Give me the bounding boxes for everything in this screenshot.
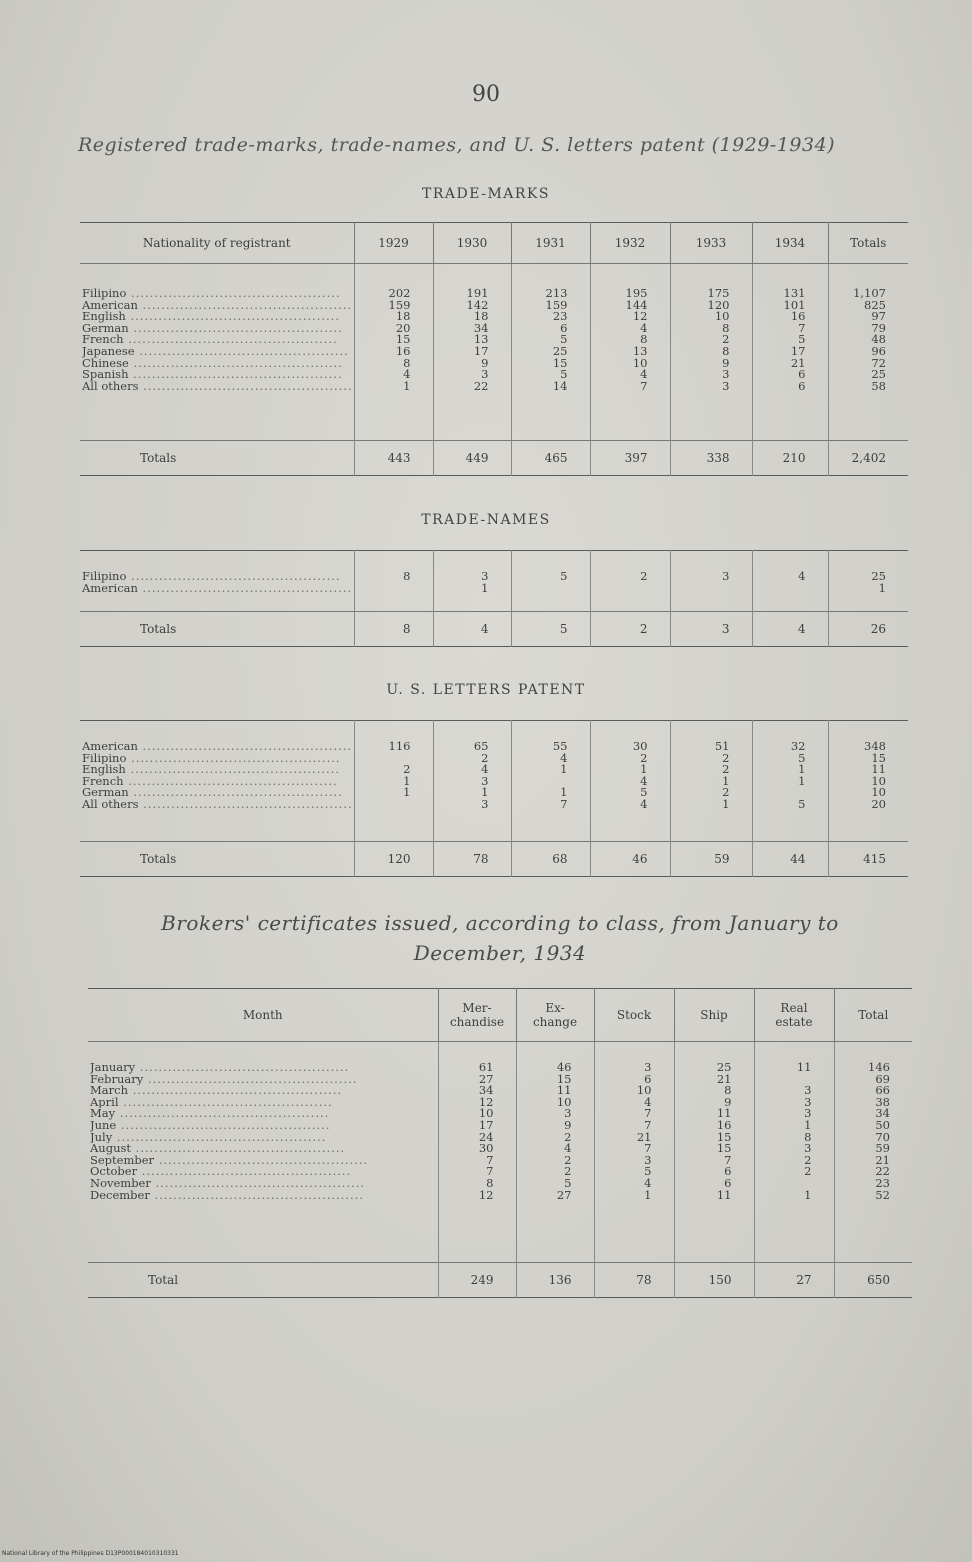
label-english: English .............................................	[82, 764, 340, 776]
row-labels	[80, 721, 354, 842]
col-1929: 202 159 18 20 15 16 8 4 1	[354, 264, 433, 441]
total-grand: 26	[828, 612, 908, 647]
col-1929: 8	[354, 551, 433, 612]
dot-leader: .............................................	[128, 357, 343, 370]
total-1934: 4	[752, 612, 828, 647]
label-filipino: Filipino .............................................	[82, 288, 341, 300]
total-grand: 2,402	[828, 441, 908, 476]
col-1931: 213 159 23 6 5 25 15 5 14	[511, 264, 590, 441]
dot-leader: .............................................	[125, 764, 340, 776]
dot-leader: .............................................	[128, 369, 343, 381]
col-header-total: Total	[834, 989, 912, 1042]
dot-leader: .............................................	[112, 1131, 327, 1144]
label-english: English .............................................	[82, 311, 340, 323]
col-1934: 32 5 1 1 5	[752, 721, 828, 842]
total-1931: 68	[511, 842, 590, 877]
col-1931: 55 4 1 1 7	[511, 721, 590, 842]
dot-leader: .............................................	[126, 752, 341, 765]
col-header-merchandise: Mer- chandise	[438, 989, 516, 1042]
dot-leader: .............................................	[134, 345, 349, 358]
col-1931: 5	[511, 551, 590, 612]
label-june: June .............................................	[90, 1119, 331, 1132]
dot-leader: .............................................	[128, 322, 343, 335]
dot-leader: .............................................	[116, 1119, 331, 1132]
label-december: December .............................................	[90, 1189, 364, 1202]
label-filipino: Filipino .............................................	[82, 571, 341, 583]
total-1933: 59	[670, 842, 752, 877]
trade-names-heading: TRADE-NAMES	[421, 512, 551, 528]
total-1932: 2	[590, 612, 670, 647]
brokers-title	[120, 908, 880, 968]
dot-leader: .............................................	[138, 798, 353, 811]
dot-leader: .............................................	[137, 582, 353, 595]
page-title: Registered trade-marks, trade-names, and U. S. letters patent (1929-1934)	[78, 134, 836, 156]
total-1929: 8	[354, 612, 433, 647]
total-merchandise: 249	[438, 1263, 516, 1298]
dot-leader: .............................................	[123, 775, 338, 788]
col-header-real-estate: Real estate	[754, 989, 834, 1042]
row-labels	[80, 551, 354, 612]
row-labels	[80, 264, 354, 441]
dot-leader: .............................................	[131, 1143, 346, 1155]
col-1930: 65 2 4 3 1 3	[433, 721, 511, 842]
label-all-others: All others .............................................	[82, 380, 353, 393]
col-header-month: Month	[88, 989, 438, 1042]
col-header-totals: Totals	[828, 223, 908, 264]
col-real-estate: 11 3 3 3 1 8 3 2 2 1	[754, 1042, 834, 1263]
total-label: Total	[88, 1263, 438, 1298]
label-july: July .............................................	[90, 1131, 327, 1144]
col-header-1933: 1933	[670, 223, 752, 264]
col-total: 146 69 66 38 34 50 70 59 21 22 23 52	[834, 1042, 912, 1263]
total-grand: 650	[834, 1263, 912, 1298]
total-1929: 443	[354, 441, 433, 476]
col-header-1931: 1931	[511, 223, 590, 264]
label-october: October .............................................	[90, 1166, 352, 1178]
col-1933: 3	[670, 551, 752, 612]
brokers-table	[88, 988, 912, 1298]
label-american: American .............................................	[82, 741, 353, 753]
col-header-stock: Stock	[594, 989, 674, 1042]
col-header-exchange: Ex- change	[516, 989, 594, 1042]
col-1932: 30 2 1 4 5 4	[590, 721, 670, 842]
dot-leader: .............................................	[143, 1073, 358, 1086]
dot-leader: .............................................	[154, 1154, 369, 1167]
total-1930: 78	[433, 842, 511, 877]
col-1932: 2	[590, 551, 670, 612]
total-1933: 338	[670, 441, 752, 476]
dot-leader: .............................................	[137, 299, 353, 312]
col-totals: 1,107 825 97 79 48 96 72 25 58	[828, 264, 908, 441]
total-1932: 397	[590, 441, 670, 476]
total-1934: 44	[752, 842, 828, 877]
col-header-1930: 1930	[433, 223, 511, 264]
label-german: German .............................................	[82, 787, 343, 799]
total-1929: 120	[354, 842, 433, 877]
total-1930: 4	[433, 612, 511, 647]
trade-marks-table	[80, 222, 908, 476]
trade-names-table	[80, 550, 908, 647]
dot-leader: .............................................	[125, 311, 340, 323]
col-1930: 3 1	[433, 551, 511, 612]
col-header-nationality: Nationality of registrant	[80, 223, 354, 264]
dot-leader: .............................................	[115, 1108, 330, 1120]
brokers-title-line2: December, 1934	[413, 941, 587, 965]
total-1932: 46	[590, 842, 670, 877]
col-ship: 25 21 8 9 11 16 15 15 7 6 6 11	[674, 1042, 754, 1263]
label-french: French .............................................	[82, 775, 338, 788]
col-1934: 131 101 16 7 5 17 21 6 6	[752, 264, 828, 441]
dot-leader: .............................................	[137, 1166, 352, 1178]
col-exchange: 46 15 11 10 3 9 2 4 2 2 5 27	[516, 1042, 594, 1263]
col-totals: 25 1	[828, 551, 908, 612]
label-american: American .............................................	[82, 299, 353, 312]
col-totals: 348 15 11 10 10 20	[828, 721, 908, 842]
label-german: German .............................................	[82, 322, 343, 335]
label-all-others: All others .............................................	[82, 798, 353, 811]
label-august: August .............................................	[90, 1143, 346, 1155]
totals-label: Totals	[80, 612, 354, 647]
total-ship: 150	[674, 1263, 754, 1298]
total-1930: 449	[433, 441, 511, 476]
dot-leader: .............................................	[149, 1189, 364, 1202]
label-november: November .............................................	[90, 1177, 366, 1190]
dot-leader: .............................................	[137, 741, 353, 753]
total-1931: 465	[511, 441, 590, 476]
total-stock: 78	[594, 1263, 674, 1298]
dot-leader: .............................................	[126, 571, 341, 583]
total-grand: 415	[828, 842, 908, 877]
label-march: March .............................................	[90, 1085, 343, 1097]
col-header-1934: 1934	[752, 223, 828, 264]
total-real-estate: 27	[754, 1263, 834, 1298]
dot-leader: .............................................	[127, 1085, 343, 1097]
label-french: French .............................................	[82, 334, 338, 346]
dot-leader: .............................................	[123, 334, 338, 346]
letters-patent-heading: U. S. LETTERS PATENT	[386, 682, 586, 698]
totals-label: Totals	[80, 441, 354, 476]
label-filipino: Filipino .............................................	[82, 752, 341, 765]
label-japanese: Japanese .............................................	[82, 345, 349, 358]
dot-leader: .............................................	[135, 1062, 350, 1074]
dot-leader: .............................................	[138, 380, 353, 393]
col-1933: 51 2 2 1 2 1	[670, 721, 752, 842]
label-february: February .............................................	[90, 1073, 358, 1086]
label-chinese: Chinese .............................................	[82, 357, 343, 370]
page-number: 90	[472, 82, 500, 107]
footer-credit: National Library of the Philippines D13P000184010310331	[2, 1550, 179, 1557]
dot-leader: .............................................	[128, 787, 343, 799]
col-1932: 195 144 12 4 8 13 10 4 7	[590, 264, 670, 441]
col-1933: 175 120 10 8 2 8 9 3 3	[670, 264, 752, 441]
label-january: January .............................................	[90, 1062, 350, 1074]
label-spanish: Spanish .............................................	[82, 369, 343, 381]
label-american: American .............................................	[82, 582, 353, 595]
total-1933: 3	[670, 612, 752, 647]
trade-marks-heading: TRADE-MARKS	[422, 186, 550, 202]
row-labels	[88, 1042, 438, 1263]
dot-leader: .............................................	[126, 288, 341, 300]
col-1929: 116 2 1 1	[354, 721, 433, 842]
col-header-ship: Ship	[674, 989, 754, 1042]
total-exchange: 136	[516, 1263, 594, 1298]
total-1931: 5	[511, 612, 590, 647]
dot-leader: .............................................	[150, 1177, 366, 1190]
col-1934: 4	[752, 551, 828, 612]
label-april: April .............................................	[90, 1096, 333, 1109]
col-header-1929: 1929	[354, 223, 433, 264]
total-1934: 210	[752, 441, 828, 476]
brokers-title-line1: Brokers' certificates issued, according to class, from January to	[161, 911, 839, 935]
col-1930: 191 142 18 34 13 17 9 3 22	[433, 264, 511, 441]
totals-label: Totals	[80, 842, 354, 877]
label-september: September .............................................	[90, 1154, 369, 1167]
col-header-1932: 1932	[590, 223, 670, 264]
col-stock: 3 6 10 4 7 7 21 7 3 5 4 1	[594, 1042, 674, 1263]
dot-leader: .............................................	[118, 1096, 333, 1109]
letters-patent-table	[80, 720, 908, 877]
label-may: May .............................................	[90, 1108, 330, 1120]
col-merchandise: 61 27 34 12 10 17 24 30 7 7 8 12	[438, 1042, 516, 1263]
